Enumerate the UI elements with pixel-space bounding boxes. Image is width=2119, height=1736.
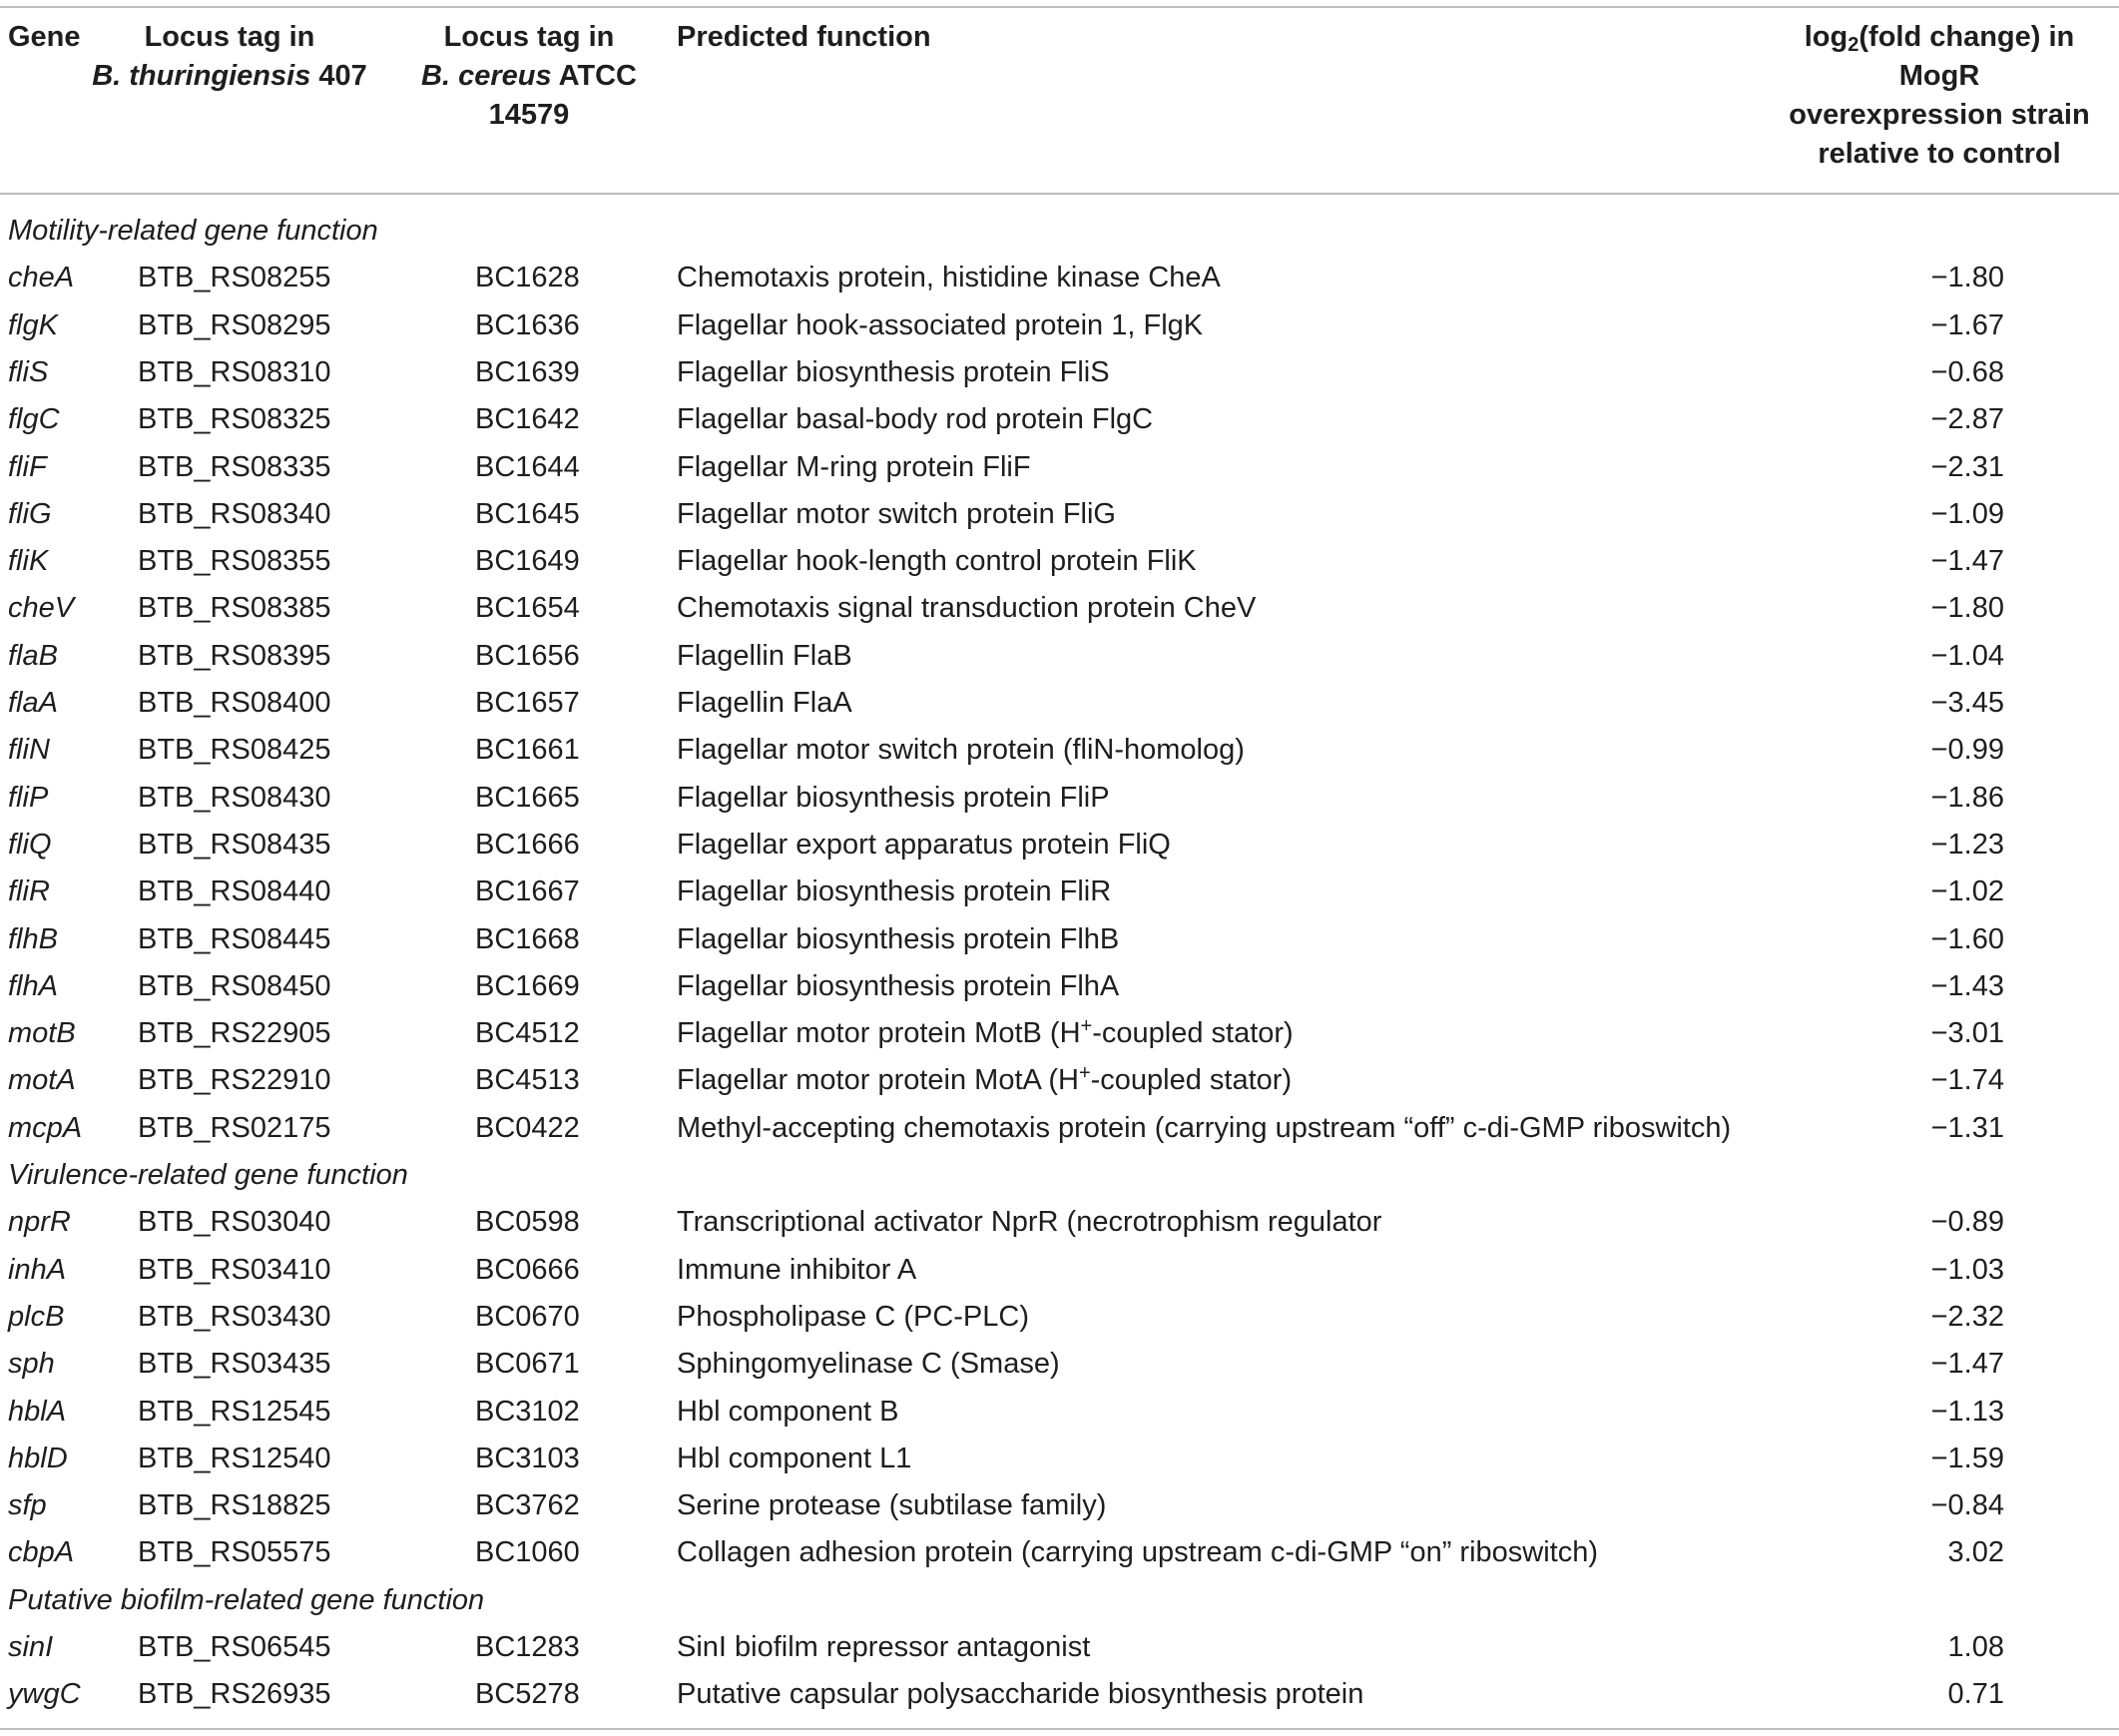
fold-change-cell: −2.31 — [1930, 450, 2004, 483]
locus-bt-cell: BTB_RS03410 — [138, 1253, 331, 1286]
fold-change-cell: −1.86 — [1930, 781, 2004, 814]
table-row — [0, 1247, 2119, 1294]
table-row — [0, 1529, 2119, 1576]
locus-bt-cell: BTB_RS08325 — [138, 403, 331, 436]
locus-bc-cell: BC1644 — [475, 450, 580, 483]
fold-change-cell: −3.45 — [1930, 687, 2004, 719]
gene-cell: flaA — [8, 687, 58, 719]
locus-bt-cell: BTB_RS06545 — [138, 1631, 331, 1663]
gene-cell: motB — [8, 1017, 76, 1050]
locus-bc-cell: BC3103 — [475, 1442, 580, 1474]
locus-bc-cell: BC0666 — [475, 1253, 580, 1286]
function-cell: Phospholipase C (PC-PLC) — [677, 1300, 1029, 1333]
fold-change-cell: −0.99 — [1930, 734, 2004, 767]
gene-cell: cbpA — [8, 1536, 75, 1569]
fold-change-cell: −0.89 — [1930, 1206, 2004, 1239]
function-cell: Hbl component B — [677, 1395, 899, 1428]
section-title: Motility-related gene function — [8, 215, 378, 247]
locus-bc-cell: BC1669 — [475, 969, 580, 1002]
function-cell: Flagellar motor switch protein FliG — [677, 497, 1116, 530]
section-title: Putative biofilm-related gene function — [8, 1583, 485, 1616]
locus-bc-cell: BC1283 — [475, 1631, 580, 1663]
function-text-pre: Flagellar motor protein MotB (H — [677, 1017, 1081, 1050]
table-row — [0, 680, 2119, 727]
locus-bc-cell: BC0671 — [475, 1348, 580, 1381]
function-cell: Sphingomyelinase C (Smase) — [677, 1348, 1060, 1381]
fold-change-cell: −1.47 — [1930, 1348, 2004, 1381]
locus-bt-cell: BTB_RS08355 — [138, 545, 331, 578]
locus-bt-cell: BTB_RS08340 — [138, 497, 331, 530]
locus-bc-cell: BC1639 — [475, 355, 580, 388]
fold-change-cell: −1.74 — [1930, 1064, 2004, 1097]
function-cell: Flagellar M-ring protein FliF — [677, 450, 1031, 483]
gene-cell: fliR — [8, 875, 50, 908]
table-row — [0, 1199, 2119, 1246]
header-locus-bc: Locus tag in B. cereus ATCC 14579 — [421, 21, 637, 131]
table-row — [0, 302, 2119, 349]
function-cell: Serine protease (subtilase family) — [677, 1489, 1107, 1522]
table-row — [0, 1341, 2119, 1388]
function-cell: SinI biofilm repressor antagonist — [677, 1631, 1091, 1663]
locus-bc-cell: BC1665 — [475, 781, 580, 814]
locus-bc-cell: BC1628 — [475, 262, 580, 294]
gene-cell: fliF — [8, 450, 47, 483]
fold-change-cell: −1.23 — [1930, 828, 2004, 861]
locus-bc-cell: BC1667 — [475, 875, 580, 908]
gene-cell: mcpA — [8, 1111, 83, 1144]
function-cell: Methyl-accepting chemotaxis protein (carrying upstream “off” c-di-GMP riboswitch) — [677, 1111, 1732, 1144]
gene-cell: fliG — [8, 497, 52, 530]
locus-bt-cell: BTB_RS03435 — [138, 1348, 331, 1381]
table-row — [0, 349, 2119, 396]
gene-cell: flgK — [8, 308, 58, 341]
locus-bt-cell: BTB_RS18825 — [138, 1489, 331, 1522]
table-row — [0, 396, 2119, 443]
locus-bc-cell: BC4513 — [475, 1064, 580, 1097]
locus-bt-cell: BTB_RS22910 — [138, 1064, 331, 1097]
locus-bc-cell: BC1642 — [475, 403, 580, 436]
locus-bc-cell: BC4512 — [475, 1017, 580, 1050]
fold-change-cell: −1.80 — [1930, 262, 2004, 294]
locus-bc-cell: BC0422 — [475, 1111, 580, 1144]
gene-cell: sph — [8, 1348, 55, 1381]
gene-cell: fliQ — [8, 828, 52, 861]
locus-bt-cell: BTB_RS08425 — [138, 734, 331, 767]
fold-change-cell: −1.03 — [1930, 1253, 2004, 1286]
function-cell: Flagellar export apparatus protein FliQ — [677, 828, 1171, 861]
table-row — [0, 1389, 2119, 1436]
fold-change-cell: −1.59 — [1930, 1442, 2004, 1474]
gene-cell: nprR — [8, 1206, 71, 1239]
gene-cell: sfp — [8, 1489, 47, 1522]
locus-bt-cell: BTB_RS08445 — [138, 922, 331, 955]
locus-bt-cell: BTB_RS12540 — [138, 1442, 331, 1474]
locus-bt-cell: BTB_RS08310 — [138, 355, 331, 388]
fold-change-cell: −1.02 — [1930, 875, 2004, 908]
gene-cell: motA — [8, 1064, 76, 1097]
fold-change-cell: −1.47 — [1930, 545, 2004, 578]
gene-cell: flgC — [8, 403, 60, 436]
fold-change-cell: −1.09 — [1930, 497, 2004, 530]
function-superscript: + — [1078, 1062, 1091, 1085]
function-cell: Flagellar basal-body rod protein FlgC — [677, 403, 1154, 436]
function-cell: Immune inhibitor A — [677, 1253, 917, 1286]
locus-bt-cell: BTB_RS08440 — [138, 875, 331, 908]
gene-cell: ywgC — [8, 1678, 81, 1711]
table-row — [0, 1057, 2119, 1104]
locus-bt-cell: BTB_RS08395 — [138, 639, 331, 672]
function-cell — [677, 1057, 1292, 1104]
fold-change-cell: −2.32 — [1930, 1300, 2004, 1333]
table-row — [0, 1671, 2119, 1718]
header-locus-bt: Locus tag in B. thuringiensis 407 — [92, 21, 367, 92]
locus-bt-cell: BTB_RS08255 — [138, 262, 331, 294]
locus-bc-cell: BC1657 — [475, 687, 580, 719]
gene-cell: hblD — [8, 1442, 68, 1474]
function-cell: Hbl component L1 — [677, 1442, 912, 1474]
table-row — [0, 775, 2119, 822]
table-row — [0, 444, 2119, 491]
locus-bc-cell: BC1661 — [475, 734, 580, 767]
fold-change-cell: −1.60 — [1930, 922, 2004, 955]
locus-bt-cell: BTB_RS05575 — [138, 1536, 331, 1569]
locus-bt-cell: BTB_RS08295 — [138, 308, 331, 341]
header-rule — [0, 193, 2119, 195]
locus-bc-cell: BC0670 — [475, 1300, 580, 1333]
gene-cell: flhA — [8, 969, 58, 1002]
locus-bt-cell: BTB_RS08400 — [138, 687, 331, 719]
function-cell: Flagellin FlaA — [677, 687, 852, 719]
gene-cell: flaB — [8, 639, 58, 672]
function-superscript: + — [1080, 1015, 1093, 1038]
fold-change-cell: 1.08 — [1947, 1631, 2004, 1663]
locus-bt-cell: BTB_RS08450 — [138, 969, 331, 1002]
gene-cell: flhB — [8, 922, 58, 955]
locus-bt-cell: BTB_RS08385 — [138, 592, 331, 625]
fold-change-cell: −2.87 — [1930, 403, 2004, 436]
table-row — [0, 1010, 2119, 1057]
gene-cell: sinI — [8, 1631, 54, 1663]
function-cell: Flagellar motor switch protein (fliN-homolog) — [677, 734, 1245, 767]
function-cell: Flagellar hook-associated protein 1, FlgK — [677, 308, 1204, 341]
function-text-post: -coupled stator) — [1092, 1017, 1294, 1050]
header-function: Predicted function — [677, 21, 931, 53]
locus-bt-cell: BTB_RS03040 — [138, 1206, 331, 1239]
table-row — [0, 491, 2119, 538]
fold-change-cell: −3.01 — [1930, 1017, 2004, 1050]
locus-bc-cell: BC5278 — [475, 1678, 580, 1711]
function-cell: Flagellar biosynthesis protein FliP — [677, 781, 1110, 814]
table-row — [0, 1105, 2119, 1152]
function-cell: Flagellar biosynthesis protein FlhA — [677, 969, 1120, 1002]
function-cell: Flagellar biosynthesis protein FliS — [677, 355, 1110, 388]
locus-bt-cell: BTB_RS12545 — [138, 1395, 331, 1428]
fold-change-cell: −1.67 — [1930, 308, 2004, 341]
locus-bt-cell: BTB_RS22905 — [138, 1017, 331, 1050]
locus-bc-cell: BC3762 — [475, 1489, 580, 1522]
fold-change-cell: −1.13 — [1930, 1395, 2004, 1428]
locus-bc-cell: BC3102 — [475, 1395, 580, 1428]
function-cell — [677, 1010, 1294, 1057]
function-cell: Collagen adhesion protein (carrying upstream c-di-GMP “on” riboswitch) — [677, 1536, 1599, 1569]
table-row — [0, 255, 2119, 301]
fold-change-cell: 0.71 — [1947, 1678, 2004, 1711]
locus-bc-cell: BC1654 — [475, 592, 580, 625]
locus-bc-cell: BC1649 — [475, 545, 580, 578]
function-cell: Chemotaxis signal transduction protein CheV — [677, 592, 1257, 625]
table-row — [0, 916, 2119, 963]
function-cell: Transcriptional activator NprR (necrotrophism regulator — [677, 1206, 1382, 1239]
table-row — [0, 633, 2119, 680]
fold-change-cell: −1.43 — [1930, 969, 2004, 1002]
table-row — [0, 868, 2119, 915]
locus-bc-cell: BC1060 — [475, 1536, 580, 1569]
table-row — [0, 1436, 2119, 1482]
fold-change-cell: −0.84 — [1930, 1489, 2004, 1522]
function-cell: Flagellar biosynthesis protein FlhB — [677, 922, 1120, 955]
gene-cell: fliP — [8, 781, 49, 814]
function-cell: Flagellar biosynthesis protein FliR — [677, 875, 1112, 908]
fold-change-cell: −1.04 — [1930, 639, 2004, 672]
fold-change-cell: 3.02 — [1947, 1536, 2004, 1569]
table-row — [0, 1482, 2119, 1529]
function-cell: Chemotaxis protein, histidine kinase CheA — [677, 262, 1221, 294]
locus-bc-cell: BC1668 — [475, 922, 580, 955]
gene-cell: cheV — [8, 592, 75, 625]
header-fold-change: $\log_2(fold$ change) in MogR overexpression strain relative to control — [1789, 21, 2090, 170]
locus-bt-cell: BTB_RS08430 — [138, 781, 331, 814]
fold-change-cell: −1.80 — [1930, 592, 2004, 625]
locus-bc-cell: BC1636 — [475, 308, 580, 341]
locus-bt-cell: BTB_RS26935 — [138, 1678, 331, 1711]
gene-cell: inhA — [8, 1253, 67, 1286]
table-row — [0, 822, 2119, 868]
locus-bt-cell: BTB_RS08435 — [138, 828, 331, 861]
table-row — [0, 963, 2119, 1010]
function-text-pre: Flagellar motor protein MotA (H — [677, 1064, 1079, 1097]
locus-bc-cell: BC1666 — [475, 828, 580, 861]
section-title: Virulence-related gene function — [8, 1159, 408, 1191]
gene-cell: fliN — [8, 734, 50, 767]
locus-bc-cell: BC1656 — [475, 639, 580, 672]
header-gene: Gene — [8, 21, 81, 53]
top-rule — [0, 6, 2119, 8]
locus-bt-cell: BTB_RS08335 — [138, 450, 331, 483]
table-row — [0, 1624, 2119, 1671]
gene-cell: fliS — [8, 355, 49, 388]
locus-bt-cell: BTB_RS02175 — [138, 1111, 331, 1144]
table-row — [0, 1294, 2119, 1341]
table-row — [0, 727, 2119, 774]
gene-cell: hblA — [8, 1395, 67, 1428]
gene-cell: cheA — [8, 262, 75, 294]
function-cell: Flagellar hook-length control protein FliK — [677, 545, 1197, 578]
locus-bc-cell: BC1645 — [475, 497, 580, 530]
function-cell: Flagellin FlaB — [677, 639, 852, 672]
table-row — [0, 538, 2119, 585]
bottom-rule — [0, 1728, 2119, 1730]
locus-bt-cell: BTB_RS03430 — [138, 1300, 331, 1333]
gene-cell: fliK — [8, 545, 49, 578]
gene-cell: plcB — [8, 1300, 65, 1333]
fold-change-cell: −0.68 — [1930, 355, 2004, 388]
table-row — [0, 585, 2119, 632]
function-cell: Putative capsular polysaccharide biosynthesis protein — [677, 1678, 1364, 1711]
fold-change-cell: −1.31 — [1930, 1111, 2004, 1144]
locus-bc-cell: BC0598 — [475, 1206, 580, 1239]
function-text-post: -coupled stator) — [1090, 1064, 1293, 1097]
